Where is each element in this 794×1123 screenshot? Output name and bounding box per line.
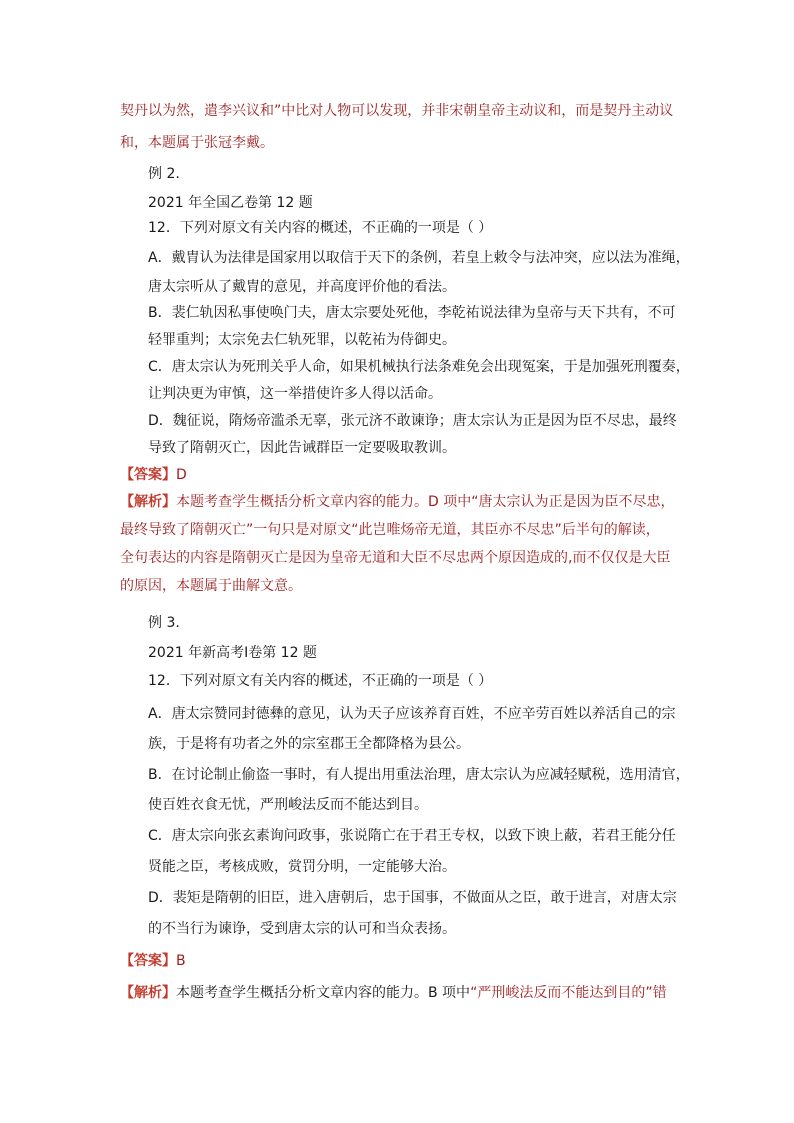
analysis-text: 本题考查学生概括分析文章内容的能力。B 项中 xyxy=(176,985,471,1001)
example-2-label: 例 2. xyxy=(148,166,180,182)
analysis-tag: 【解析】 xyxy=(120,494,176,510)
example-2-analysis-line-4: 的原因，本题属于曲解文意。 xyxy=(120,578,302,594)
answer-tag: 【答案】 xyxy=(120,467,176,483)
prev-analysis-line-2: 和，本题属于张冠李戴。 xyxy=(120,135,274,151)
answer-value: B xyxy=(176,953,186,969)
analysis-text: 本题考查学生概括分析文章内容的能力。D 项中“唐太宗认为正是因为臣不尽忠， xyxy=(176,494,675,510)
example-2-analysis-line-3: 全句表达的内容是隋朝灭亡是因为皇帝无道和大臣不尽忠两个原因造成的,而不仅仅是大臣 xyxy=(120,550,671,566)
example-3-option-c-line-2: 贤能之臣，考核成败，赏罚分明，一定能够大治。 xyxy=(148,859,456,875)
example-3-answer xyxy=(120,951,186,971)
answer-tag: 【答案】 xyxy=(120,953,176,969)
example-2-option-d-line-2: 导致了隋朝灭亡，因此告诫群臣一定要吸取教训。 xyxy=(148,440,456,456)
example-3-option-a-line-1: A．唐太宗赞同封德彝的意见，认为天子应该养育百姓，不应辛劳百姓以养活自己的宗 xyxy=(148,706,676,722)
example-3-option-b-line-1: B．在讨论制止偷盗一事时，有人提出用重法治理，唐太宗认为应减轻赋税，选用清官， xyxy=(148,767,690,783)
example-3-option-a-line-2: 族，于是将有功者之外的宗室郡王全都降格为县公。 xyxy=(148,736,470,752)
example-2-answer xyxy=(120,465,187,485)
example-2-option-c-line-1: C．唐太宗认为死刑关乎人命，如果机械执行法条难免会出现冤案，于是加强死刑覆奏， xyxy=(148,359,690,375)
example-3-label: 例 3. xyxy=(148,615,180,631)
example-3-option-d-line-1: D．裴矩是隋朝的旧臣，进入唐朝后，忠于国事，不做面从之臣，敢于进言，对唐太宗 xyxy=(148,890,677,906)
analysis-tag: 【解析】 xyxy=(120,985,176,1001)
example-2-analysis-line-1 xyxy=(120,492,674,512)
example-2-option-b-line-2: 轻罪重判；太宗免去仁轨死罪，以乾祐为侍御史。 xyxy=(148,332,456,348)
example-2-option-c-line-2: 让判决更为审慎，这一举措使许多人得以活命。 xyxy=(148,386,442,402)
example-2-option-a-line-1: A．戴胄认为法律是国家用以取信于天下的条例，若皇上敕令与法冲突，应以法为准绳， xyxy=(148,250,690,266)
example-3-analysis-line-1 xyxy=(120,983,667,1003)
example-2-analysis-line-2: 最终导致了隋朝灭亡”一句只是对原文“此岂唯炀帝无道，其臣亦不尽忠”后半句的解读， xyxy=(120,522,660,538)
example-2-option-a-line-2: 唐太宗听从了戴胄的意见，并高度评价他的看法。 xyxy=(148,279,456,295)
example-3-option-c-line-1: C．唐太宗向张玄素询问政事，张说隋亡在于君王专权，以致下谀上蔽，若君王能分任 xyxy=(148,828,676,844)
example-3-option-b-line-2: 使百姓衣食无忧，严刑峻法反而不能达到目。 xyxy=(148,797,428,813)
example-3-source: 2021 年新高考Ⅰ卷第 12 题 xyxy=(148,645,317,661)
prev-analysis-line-1: 契丹以为然，遣李兴议和”中比对人物可以发现，并非宋朝皇帝主动议和，而是契丹主动议 xyxy=(120,103,674,119)
example-2-option-b-line-1: B．裴仁轨因私事使唤门夫，唐太宗要处死他，李乾祐说法律为皇帝与天下共有，不可 xyxy=(148,305,676,321)
example-2-question: 12．下列对原文有关内容的概述，不正确的一项是（ ） xyxy=(148,220,493,236)
example-3-question: 12．下列对原文有关内容的概述，不正确的一项是（ ） xyxy=(148,673,493,689)
example-2-option-d-line-1: D．魏征说，隋炀帝滥杀无辜，张元济不敢谏诤；唐太宗认为正是因为臣不尽忠，最终 xyxy=(148,413,677,429)
answer-value: D xyxy=(176,467,187,483)
example-3-option-d-line-2: 的不当行为谏诤，受到唐太宗的认可和当众表扬。 xyxy=(148,921,456,937)
analysis-quote: “严刑峻法反而不能达到目的”错 xyxy=(470,985,667,1001)
example-2-source: 2021 年全国乙卷第 12 题 xyxy=(148,195,313,211)
